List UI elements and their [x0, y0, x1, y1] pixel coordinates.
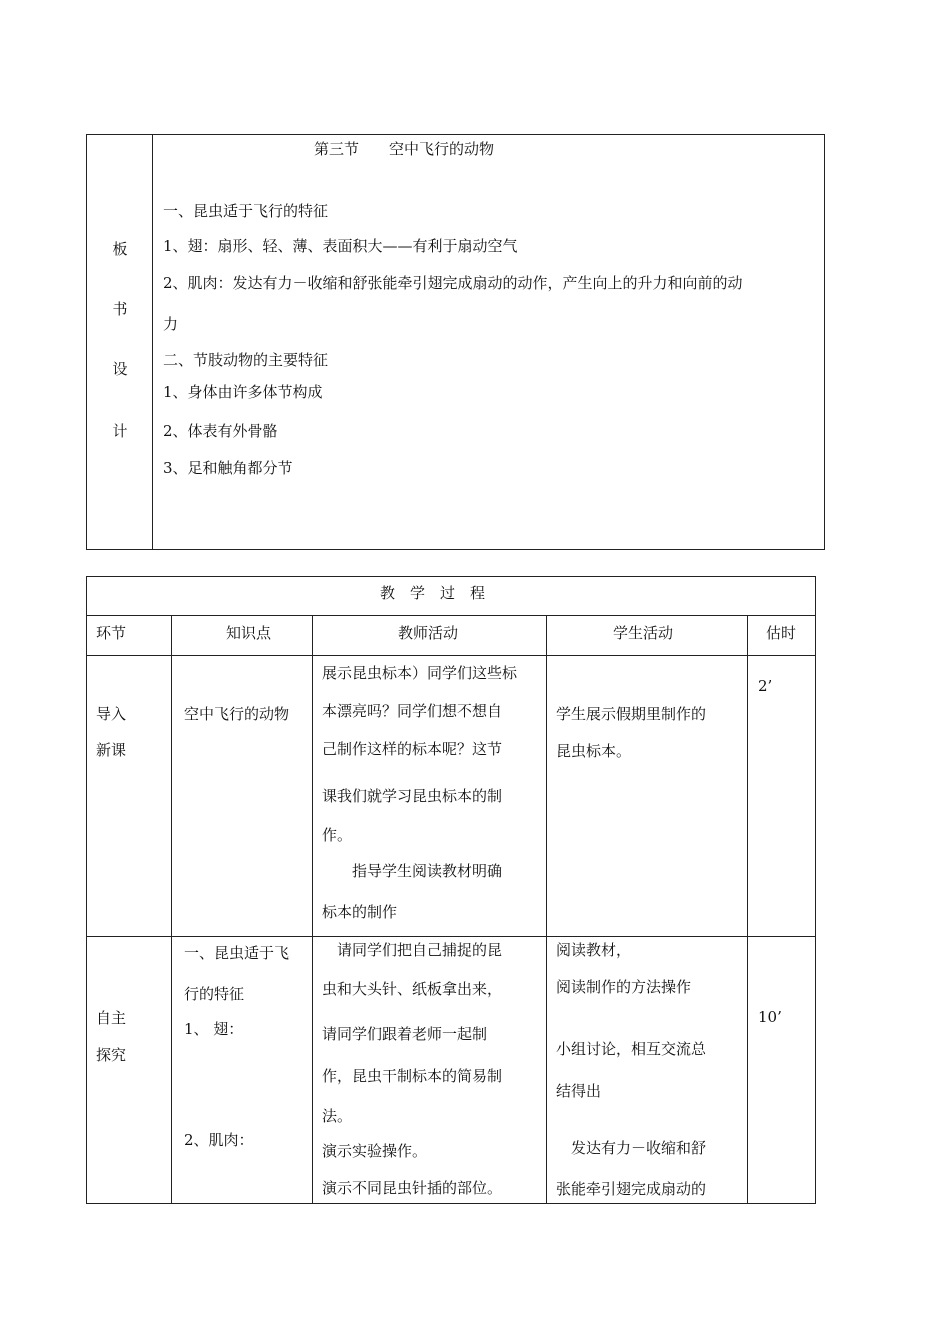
row2-time: 10’ — [758, 1008, 782, 1026]
board-design-box — [86, 134, 825, 550]
table-rule — [86, 936, 816, 937]
row1-stage-line: 导入 — [96, 705, 127, 723]
table-rule — [86, 615, 816, 616]
board-line: 二、节肢动物的主要特征 — [163, 351, 329, 369]
row1-teacher-line: 展示昆虫标本）同学们这些标 — [322, 664, 518, 682]
row1-teacher-line: 课我们就学习昆虫标本的制 — [322, 787, 503, 805]
row2-stage-line: 探究 — [96, 1046, 127, 1064]
row1-knowledge-line: 空中飞行的动物 — [184, 705, 290, 723]
row1-time: 2’ — [758, 677, 773, 695]
board-side-label-char: 板 — [112, 240, 128, 258]
row2-knowledge-line: 1、 翅： — [184, 1020, 244, 1038]
row2-student-line: 张能牵引翅完成扇动的 — [556, 1180, 707, 1198]
table-col-rule — [312, 615, 313, 1204]
table-border-right — [815, 576, 816, 1204]
table-border-left — [86, 576, 87, 1204]
row2-teacher-line: 演示不同昆虫针插的部位。 — [322, 1179, 503, 1197]
row1-student-line: 学生展示假期里制作的 — [556, 705, 707, 723]
table-col-rule — [171, 615, 172, 1204]
row2-teacher-line: 请同学们跟着老师一起制 — [322, 1025, 488, 1043]
header-teacher: 教师活动 — [398, 624, 459, 642]
row2-knowledge-line: 一、昆虫适于飞 — [184, 944, 290, 962]
row2-knowledge-line: 行的特征 — [184, 985, 245, 1003]
board-line: 2、体表有外骨骼 — [163, 422, 278, 440]
row1-teacher-line: 指导学生阅读教材明确 — [322, 862, 503, 880]
row1-teacher-line: 本漂亮吗？同学们想不想自 — [322, 702, 503, 720]
row1-student-line: 昆虫标本。 — [556, 742, 632, 760]
board-side-label-char: 设 — [112, 360, 128, 378]
row2-teacher-line: 演示实验操作。 — [322, 1142, 428, 1160]
header-knowledge: 知识点 — [226, 624, 272, 642]
process-title: 教 学 过 程 — [380, 584, 486, 602]
table-rule — [86, 655, 816, 656]
row2-student-line: 发达有力－收缩和舒 — [556, 1139, 707, 1157]
row1-teacher-line: 己制作这样的标本呢？这节 — [322, 740, 503, 758]
row2-teacher-line: 作，昆虫干制标本的简易制 — [322, 1067, 503, 1085]
board-line: 1、翅：扇形、轻、薄、表面积大——有利于扇动空气 — [163, 237, 518, 255]
header-stage: 环节 — [96, 624, 127, 642]
row2-student-line: 结得出 — [556, 1082, 602, 1100]
board-divider — [152, 134, 153, 550]
board-line: 力 — [163, 315, 179, 333]
board-line: 2、肌肉：发达有力－收缩和舒张能牵引翅完成扇动的动作，产生向上的升力和向前的动 — [163, 274, 743, 292]
table-border-top — [86, 576, 816, 577]
row2-teacher-line: 虫和大头针、纸板拿出来， — [322, 980, 503, 998]
board-line: 3、足和触角都分节 — [163, 459, 293, 477]
row2-student-line: 阅读教材， — [556, 941, 632, 959]
row1-teacher-line: 作。 — [322, 826, 353, 844]
row1-teacher-line: 标本的制作 — [322, 903, 398, 921]
header-time: 估时 — [766, 624, 797, 642]
table-col-rule — [546, 615, 547, 1204]
board-side-label-char: 计 — [112, 422, 128, 440]
board-title: 第三节 空中飞行的动物 — [314, 140, 495, 158]
row1-stage-line: 新课 — [96, 741, 127, 759]
header-student: 学生活动 — [613, 624, 674, 642]
row2-stage-line: 自主 — [96, 1009, 127, 1027]
row2-teacher-line: 请同学们把自己捕捉的昆 — [322, 941, 503, 959]
row2-knowledge-line: 2、肌肉： — [184, 1131, 254, 1149]
row2-student-line: 阅读制作的方法操作 — [556, 978, 692, 996]
row2-student-line: 小组讨论，相互交流总 — [556, 1040, 707, 1058]
board-line: 一、昆虫适于飞行的特征 — [163, 202, 329, 220]
board-line: 1、身体由许多体节构成 — [163, 383, 323, 401]
row2-teacher-line: 法。 — [322, 1107, 353, 1125]
table-col-rule — [747, 615, 748, 1204]
board-side-label-char: 书 — [112, 300, 128, 318]
table-border-bottom — [86, 1203, 816, 1204]
